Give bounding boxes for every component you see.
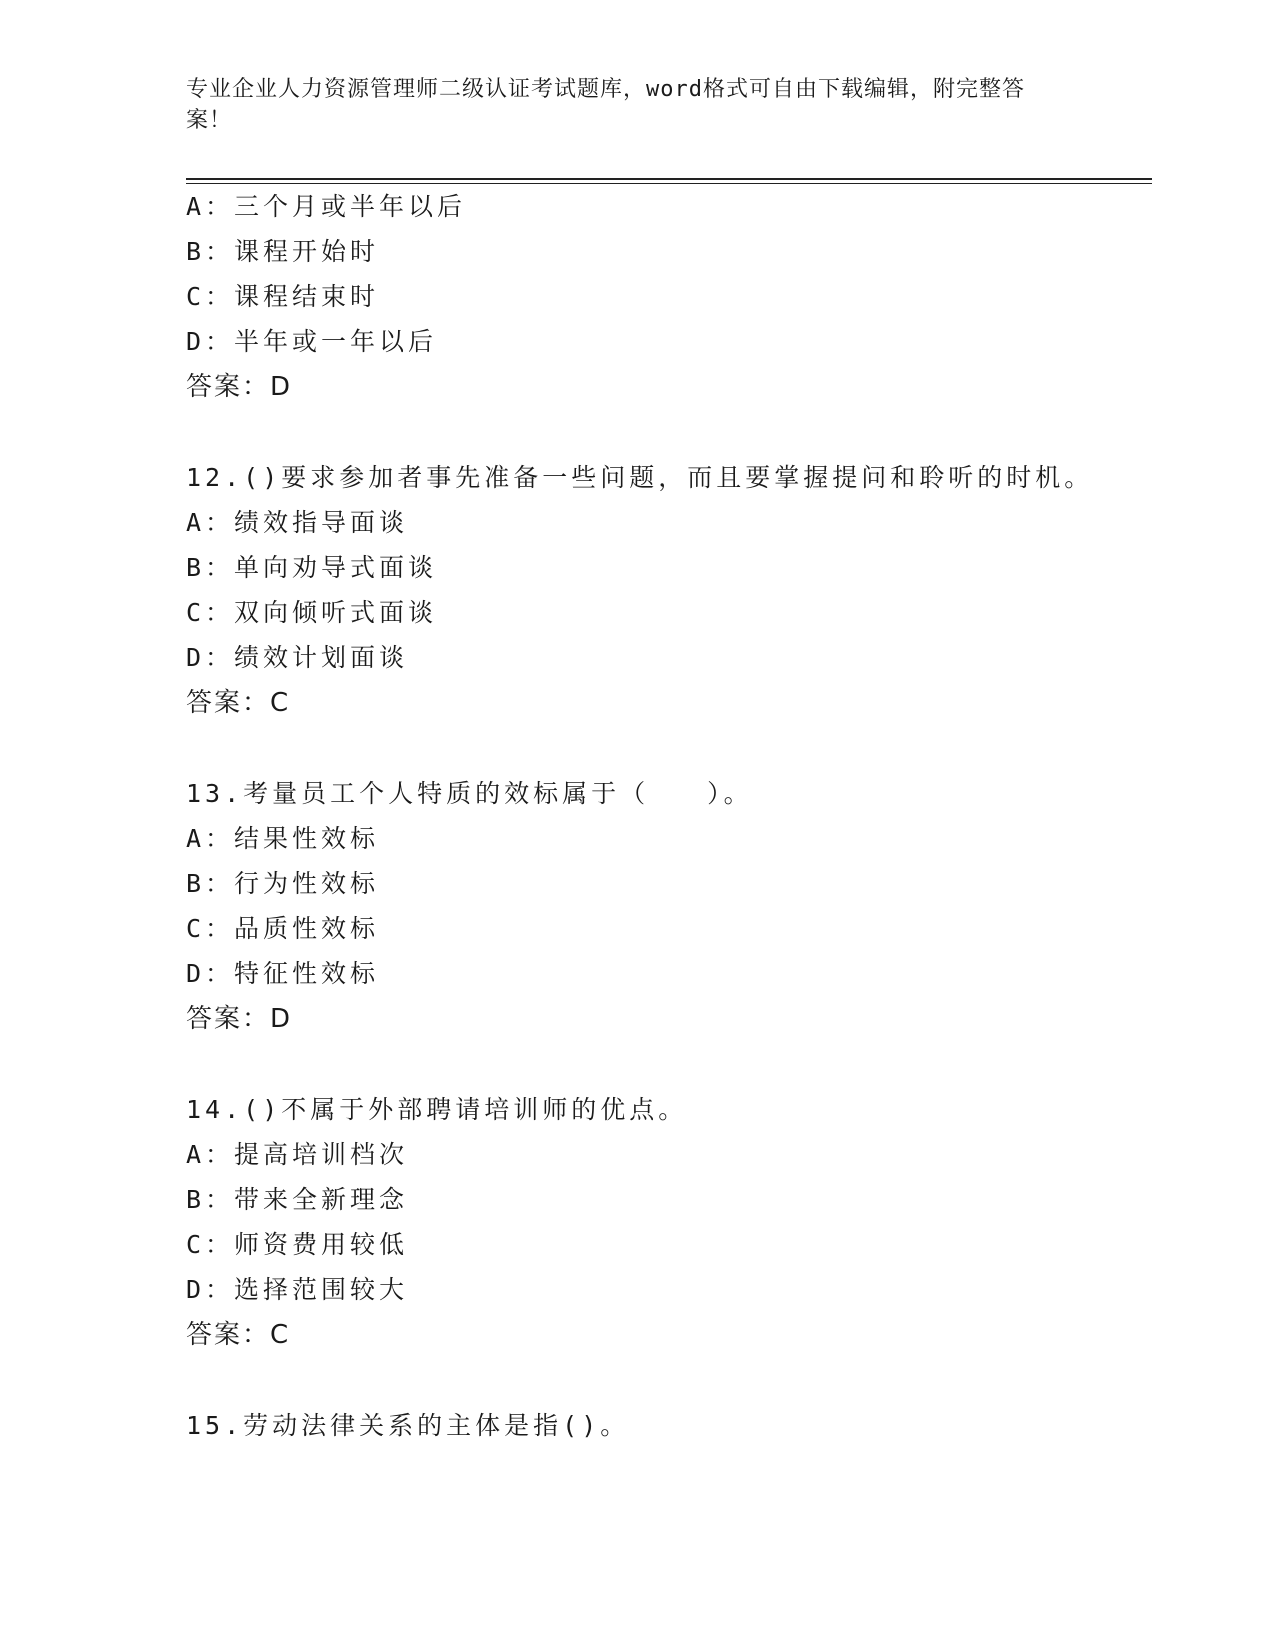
option-b: B：行为性效标 xyxy=(186,869,380,898)
option-c: C：双向倾听式面谈 xyxy=(186,598,438,627)
question-stem: 13.考量员工个人特质的效标属于（ ）。 xyxy=(186,779,753,808)
option-d: D：半年或一年以后 xyxy=(186,327,438,356)
option-a: A：结果性效标 xyxy=(186,824,380,853)
header-divider-thin xyxy=(186,183,1152,184)
option-d: D：绩效计划面谈 xyxy=(186,643,409,672)
question-stem: 12.()要求参加者事先准备一些问题，而且要掌握提问和聆听的时机。 xyxy=(186,463,1094,492)
answer-line: 答案：D xyxy=(186,372,293,402)
option-c: C：课程结束时 xyxy=(186,282,380,311)
answer-line: 答案：C xyxy=(186,1320,291,1350)
option-a: A：绩效指导面谈 xyxy=(186,508,409,537)
option-d: D：选择范围较大 xyxy=(186,1275,409,1304)
question-stem: 14.()不属于外部聘请培训师的优点。 xyxy=(186,1095,688,1124)
option-b: B：课程开始时 xyxy=(186,237,380,266)
option-c: C：师资费用较低 xyxy=(186,1230,409,1259)
header-divider xyxy=(186,178,1152,180)
option-b: B：带来全新理念 xyxy=(186,1185,409,1214)
option-a: A：三个月或半年以后 xyxy=(186,192,467,221)
option-c: C：品质性效标 xyxy=(186,914,380,943)
option-b: B：单向劝导式面谈 xyxy=(186,553,438,582)
answer-line: 答案：C xyxy=(186,688,291,718)
option-a: A：提高培训档次 xyxy=(186,1140,409,1169)
option-d: D：特征性效标 xyxy=(186,959,380,988)
document-header: 专业企业人力资源管理师二级认证考试题库，word格式可自由下载编辑，附完整答案！ xyxy=(186,77,1025,133)
answer-line: 答案：D xyxy=(186,1004,293,1034)
question-stem: 15.劳动法律关系的主体是指()。 xyxy=(186,1411,630,1440)
